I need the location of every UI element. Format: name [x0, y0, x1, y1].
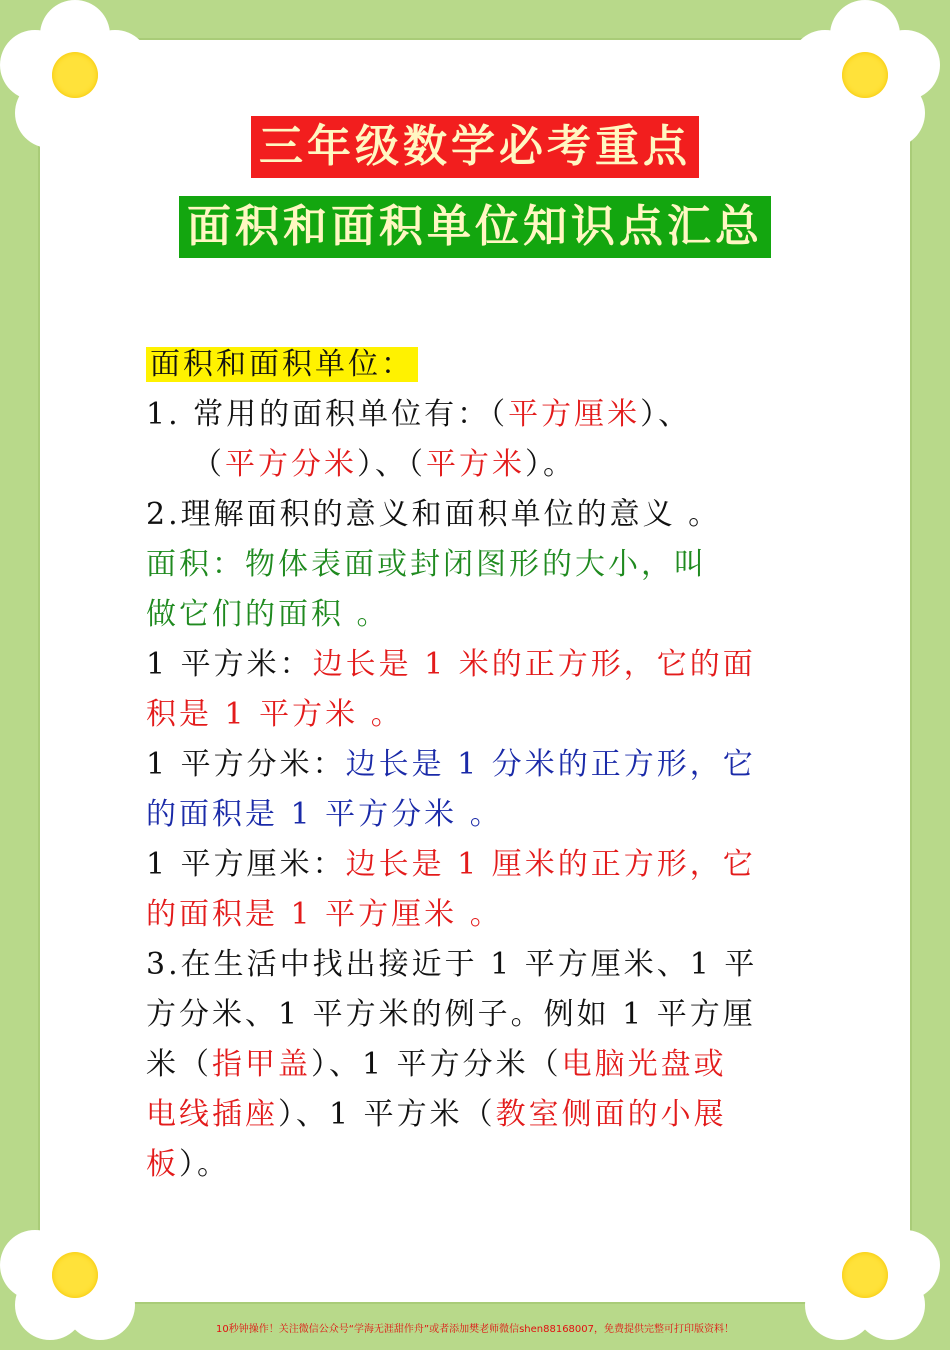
- content-body: [146, 340, 816, 1190]
- item1-prefix: 1. 常用的面积单位有：（: [146, 397, 509, 432]
- item3-line3-b: ）、1 平方分米（: [311, 1047, 562, 1082]
- sqcm-line2: 的面积是 1 平方厘米 。: [146, 897, 503, 932]
- example-cd-part1: 电脑光盘或: [561, 1047, 727, 1082]
- section-heading-line: [146, 340, 816, 390]
- sqdm-line1: [146, 740, 816, 790]
- area-definition-line1: 面积：物体表面或封闭图形的大小，叫: [146, 547, 707, 582]
- item3-line2: 方分米、1 平方米的例子。例如 1 平方厘: [146, 997, 756, 1032]
- example-board-part2: 板: [146, 1147, 179, 1182]
- flower-top-left-icon: [0, 0, 150, 150]
- sqm-line1: [146, 640, 816, 690]
- sqm-line2: 积是 1 平方米 。: [146, 697, 404, 732]
- item1-line1: [146, 390, 816, 440]
- footer-note: 10秒钟操作！关注微信公众号“学海无涯甜作舟”或者添加樊老师微信shen88168007，免费提供完整可打印版资料！: [215, 1324, 735, 1335]
- title-banner-red: 三年级数学必考重点: [251, 116, 699, 178]
- item3-line1: 3.在生活中找出接近于 1 平方厘米、1 平: [146, 947, 758, 982]
- item1-mid2: ）、（: [357, 447, 426, 482]
- item3-line4: [146, 1090, 816, 1140]
- area-definition-line2: 做它们的面积 。: [146, 597, 390, 632]
- sqcm-desc1: 边长是 1 厘米的正方形，它: [345, 847, 756, 882]
- title-banner-green: 面积和面积单位知识点汇总: [179, 196, 771, 258]
- item3-line4-b: ）、1 平方米（: [278, 1097, 496, 1132]
- item1-end: ）。: [525, 447, 576, 482]
- sqdm-label: 1 平方分米：: [146, 747, 346, 782]
- flower-top-right-icon: [790, 0, 940, 150]
- item1-open2: （: [192, 447, 225, 482]
- item3-line3: [146, 1040, 816, 1090]
- item1-mid1: ）、: [640, 397, 692, 432]
- sqdm-line2: 的面积是 1 平方分米 。: [146, 797, 503, 832]
- item3-line3-a: 米（: [146, 1047, 212, 1082]
- sqcm-line1: [146, 840, 816, 890]
- example-socket: 电线插座: [146, 1097, 278, 1132]
- item3-line5-end: ）。: [179, 1147, 230, 1182]
- unit-square-decimeter: 平方分米: [225, 447, 357, 482]
- unit-square-centimeter: 平方厘米: [508, 397, 641, 432]
- item2-line: 2.理解面积的意义和面积单位的意义 。: [146, 497, 722, 532]
- unit-square-meter: 平方米: [426, 447, 525, 482]
- example-board-part1: 教室侧面的小展: [495, 1097, 727, 1132]
- sqm-label: 1 平方米：: [146, 647, 313, 682]
- item3-line5: [146, 1140, 816, 1190]
- item1-line2: [146, 440, 816, 490]
- sqcm-label: 1 平方厘米：: [146, 847, 346, 882]
- example-fingernail: 指甲盖: [212, 1047, 311, 1082]
- sqdm-desc1: 边长是 1 分米的正方形，它: [345, 747, 756, 782]
- sqm-desc1: 边长是 1 米的正方形，它的面: [312, 647, 756, 682]
- section-heading: 面积和面积单位：: [146, 347, 418, 382]
